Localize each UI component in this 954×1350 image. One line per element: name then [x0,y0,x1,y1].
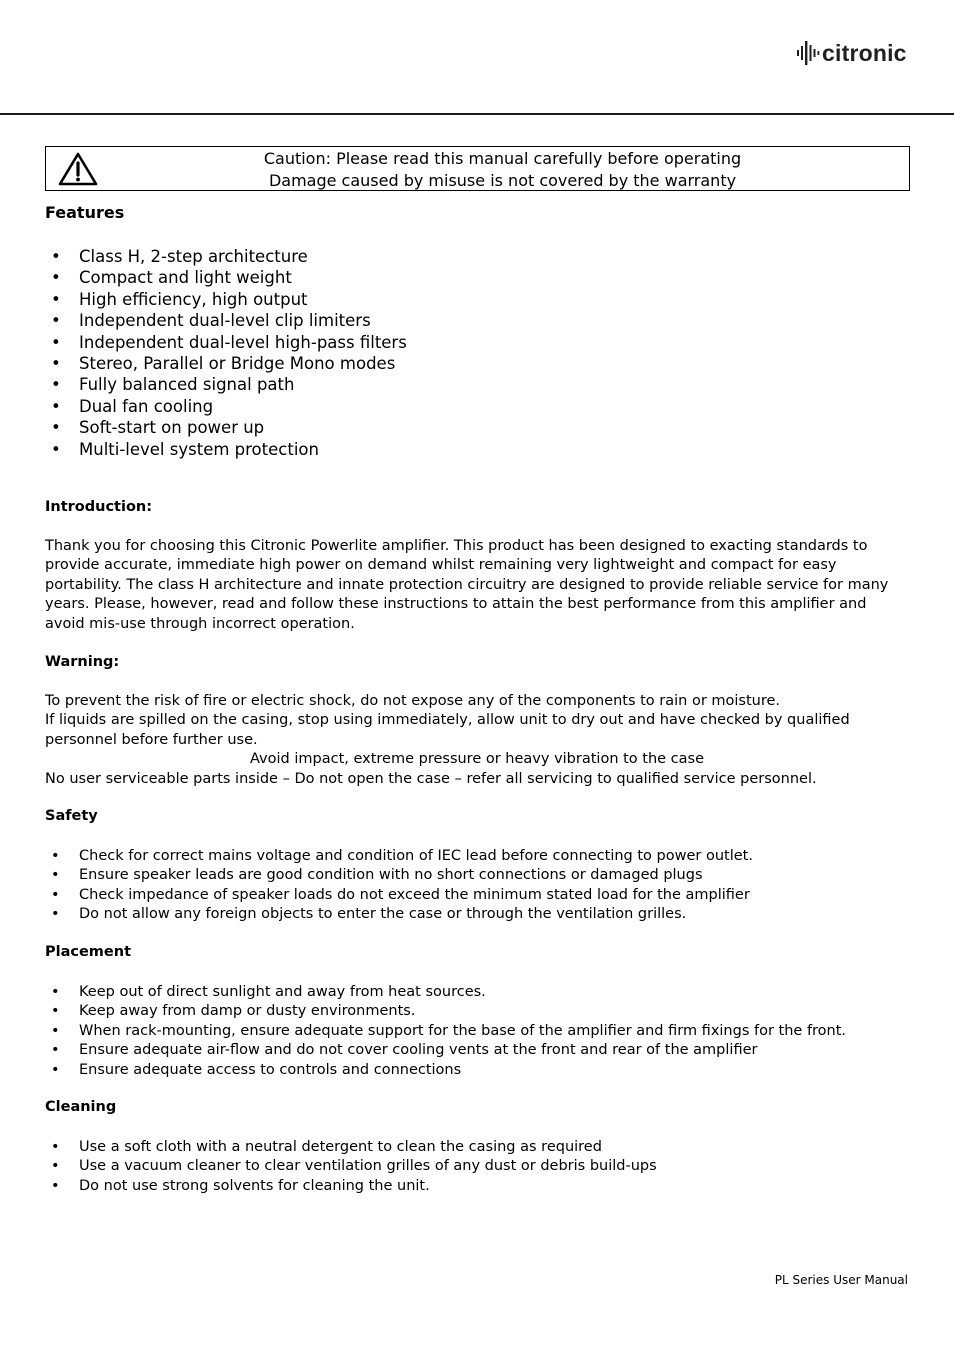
list-item: • Compact and light weight [45,267,407,288]
list-item: • Independent dual-level clip limiters [45,310,407,331]
brand-logo [796,40,907,66]
caution-line-1: Caution: Please read this manual carefully before operating [263,149,742,168]
list-item: • Check impedance of speaker loads do not exceed the minimum stated load for the amplifier [45,886,753,905]
list-item: • Class H, 2-step architecture [45,246,407,267]
list-item: • Do not use strong solvents for cleaning the unit. [45,1177,657,1196]
brand-name: citronic [822,39,907,66]
features-list [45,246,407,460]
safety-list [45,847,753,925]
caution-box [45,146,910,191]
warning-heading: Warning: [45,654,120,670]
list-item: • Do not allow any foreign objects to enter the case or through the ventilation grilles. [45,905,753,924]
list-item: • Ensure adequate air-flow and do not cover cooling vents at the front and rear of the amplifier [45,1041,846,1060]
list-item: • Ensure adequate access to controls and connections [45,1061,846,1080]
waveform-logo-icon [796,40,820,66]
list-item: • Ensure speaker leads are good condition with no short connections or damaged plugs [45,866,753,885]
warning-line-3: Avoid impact, extreme pressure or heavy vibration to the case [249,751,705,768]
list-item: • Fully balanced signal path [45,374,407,395]
list-item: • Soft-start on power up [45,417,407,438]
features-heading: Features [45,203,125,222]
warning-text [45,692,909,789]
header-divider [0,113,954,115]
safety-heading: Safety [45,808,98,824]
list-item: • High efficiency, high output [45,289,407,310]
cleaning-list [45,1138,657,1196]
introduction-heading: Introduction: [45,499,153,515]
list-item: • Dual fan cooling [45,396,407,417]
footer-text: PL Series User Manual [774,1273,908,1287]
placement-heading: Placement [45,944,132,960]
list-item: • Check for correct mains voltage and condition of IEC lead before connecting to power outlet. [45,847,753,866]
list-item: • When rack-mounting, ensure adequate support for the base of the amplifier and firm fixings for the front. [45,1022,846,1041]
list-item: • Use a soft cloth with a neutral detergent to clean the casing as required [45,1138,657,1157]
list-item: • Multi-level system protection [45,439,407,460]
introduction-text: Thank you for choosing this Citronic Powerlite amplifier. This product has been designed to exacting standards to provide accurate, immediate high power on demand whilst remaining very lightweight and compact for easy portability. The class H architecture and innate protection circuitry are designed to provide reliable service for many years. Please, however, read and follow these instructions to attain the best performance from this amplifier and avoid mis-use through incorrect operation. [45,538,889,632]
warning-line-4: No user serviceable parts inside – Do not open the case – refer all servicing to qualified service personnel. [45,770,817,787]
warning-line-2: If liquids are spilled on the casing, stop using immediately, allow unit to dry out and have checked by qualified personnel before further use. [45,712,850,748]
placement-list [45,983,846,1080]
list-item: • Use a vacuum cleaner to clear ventilation grilles of any dust or debris build-ups [45,1157,657,1176]
list-item: • Stereo, Parallel or Bridge Mono modes [45,353,407,374]
list-item: • Independent dual-level high-pass filters [45,332,407,353]
list-item: • Keep away from damp or dusty environments. [45,1002,846,1021]
list-item: • Keep out of direct sunlight and away from heat sources. [45,983,846,1002]
cleaning-heading: Cleaning [45,1099,117,1115]
caution-line-2: Damage caused by misuse is not covered by the warranty [268,171,737,190]
warning-line-1: To prevent the risk of fire or electric shock, do not expose any of the components to rain or moisture. [45,693,781,709]
